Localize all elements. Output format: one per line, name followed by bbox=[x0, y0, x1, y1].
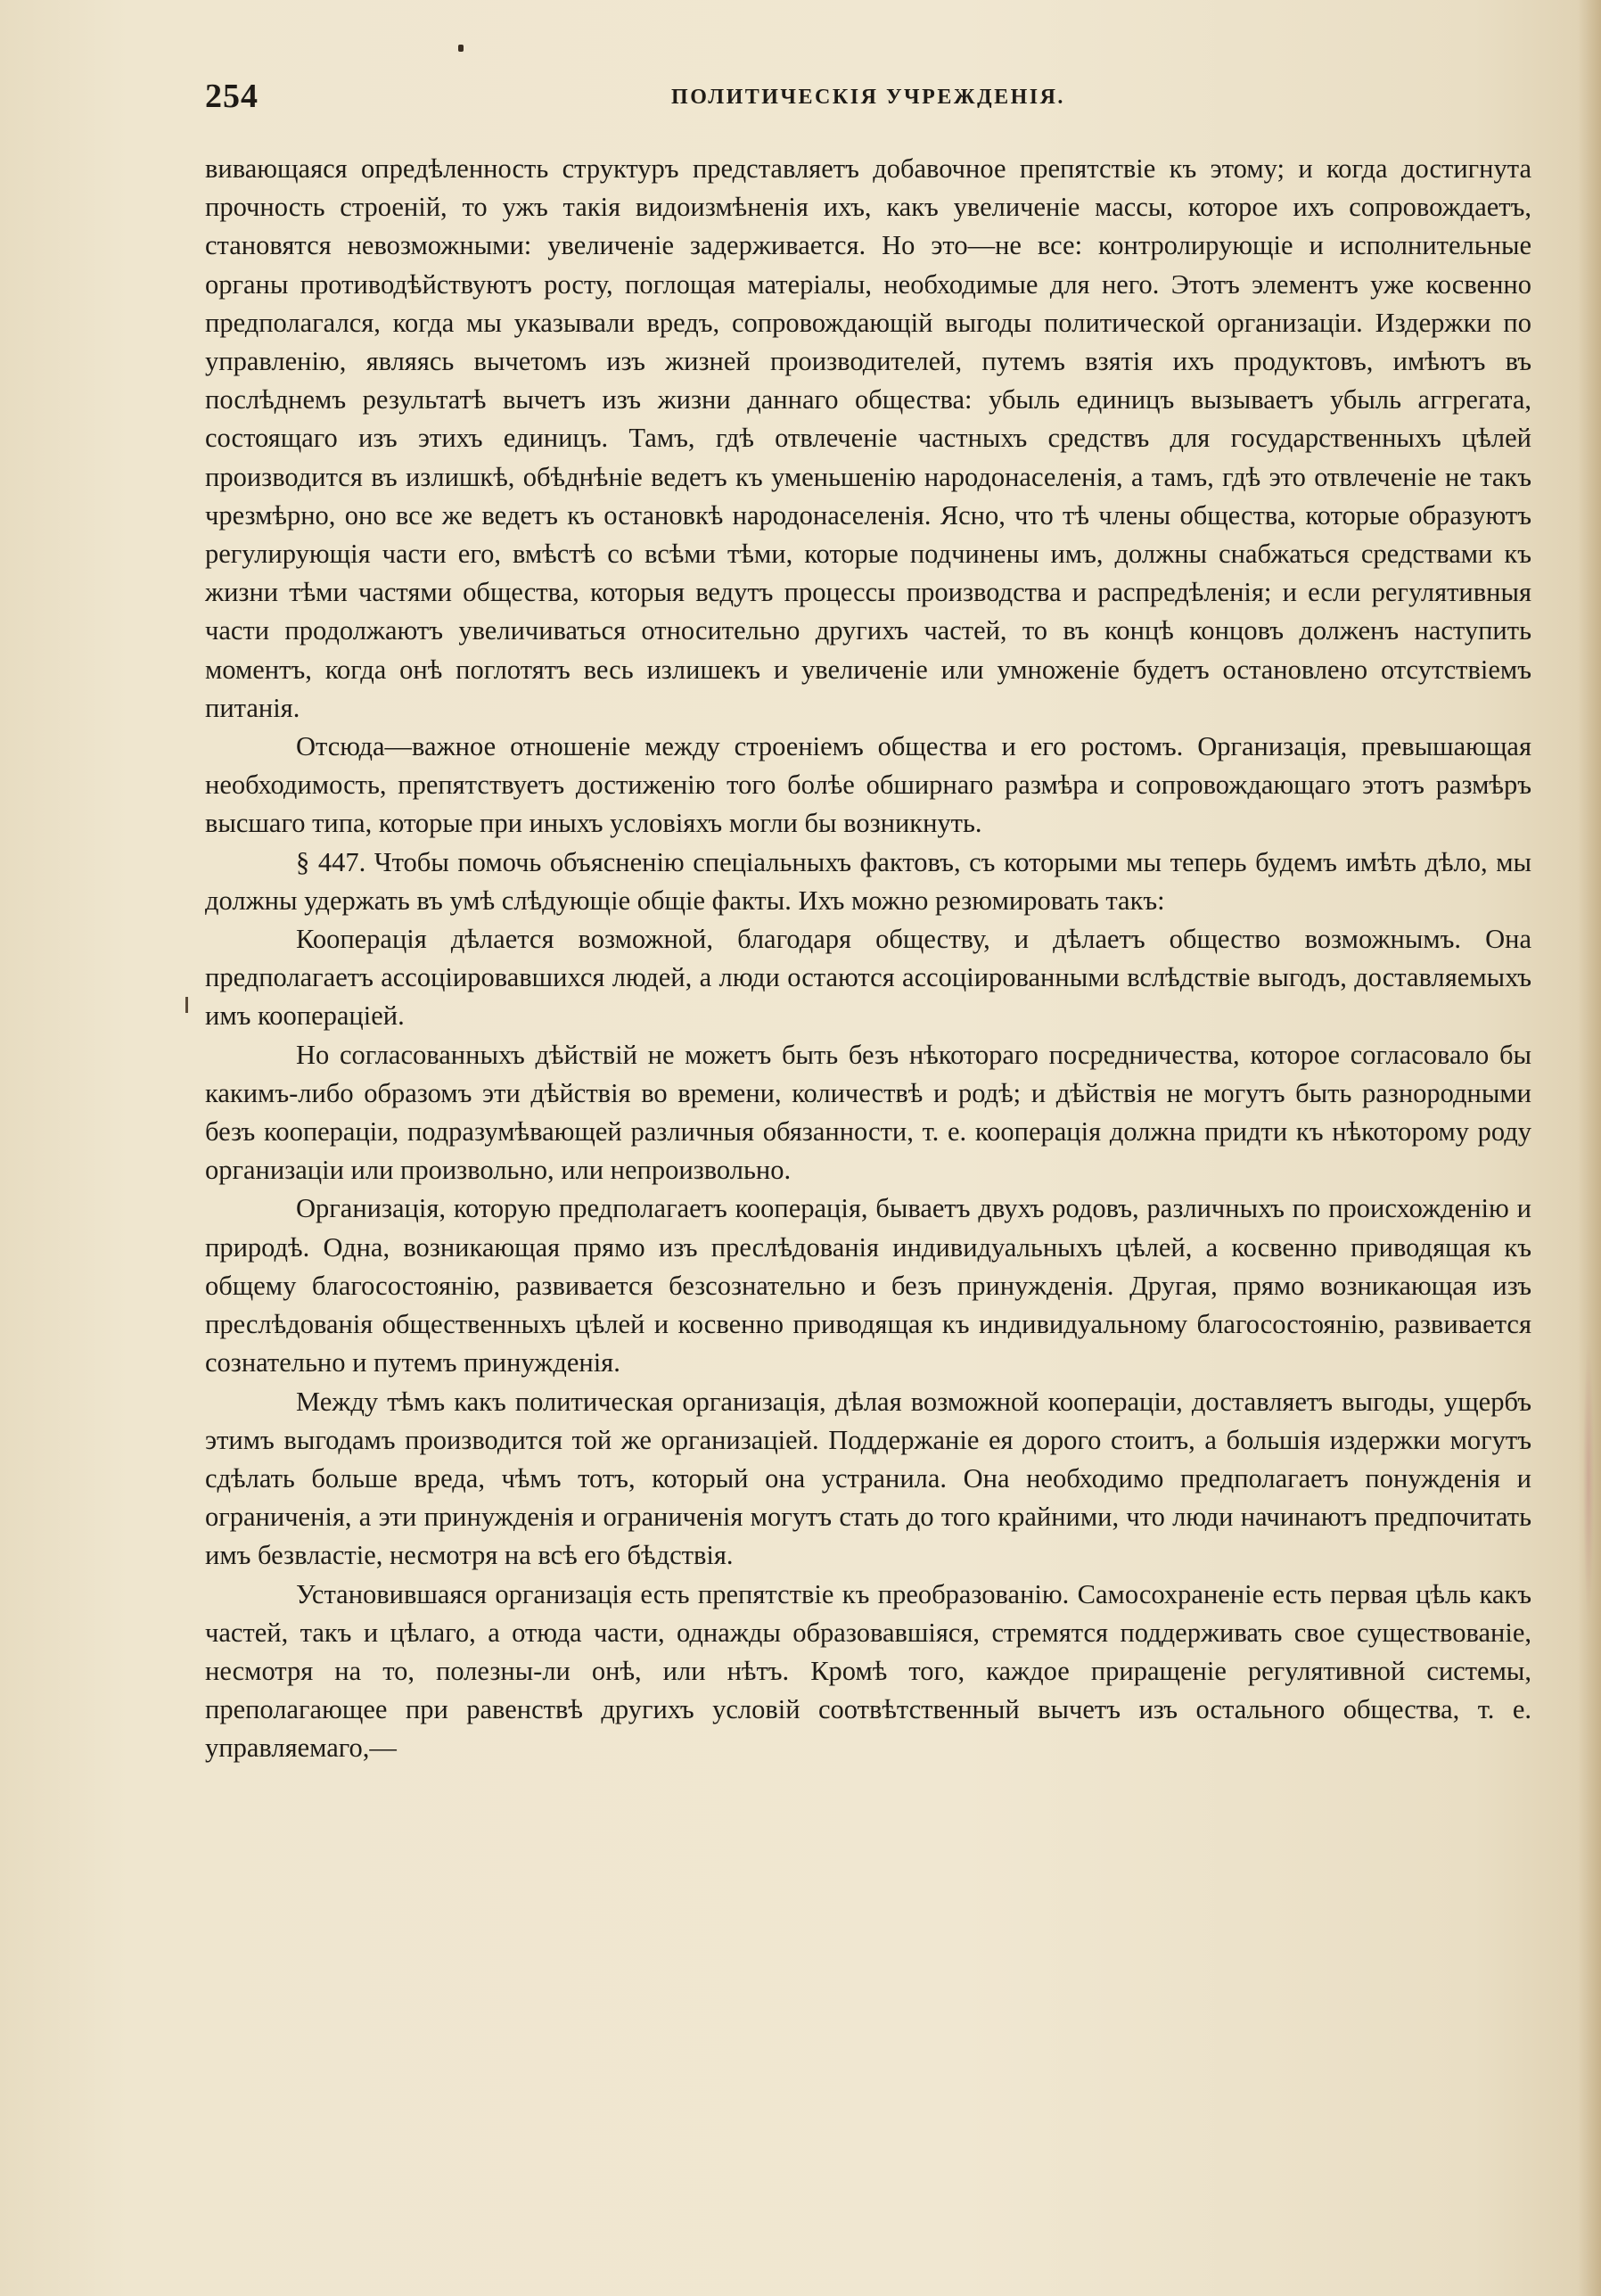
paragraph: Организація, которую предполагаетъ кооперація, бываетъ двухъ родовъ, различныхъ по происхожденію и природѣ. Одна, возникающая прямо изъ преслѣдованія индивидуальныхъ цѣлей, а косвенно приводящая къ общему благосостоянію, развивается безсознательно и безъ принужденія. Другая, прямо возникающая изъ преслѣдованія общественныхъ цѣлей и косвенно приводящая къ индивидуальному благосостоянію, развивается сознательно и путемъ принужденія. bbox=[205, 1193, 1531, 1378]
paragraph: § 447. Чтобы помочь объясненію спеціальныхъ фактовъ, съ которыми мы теперь будемъ имѣть дѣло, мы должны удержать въ умѣ слѣдующіе общіе факты. Ихъ можно резюмировать такъ: bbox=[205, 846, 1531, 916]
margin-mark bbox=[185, 997, 188, 1013]
paragraph: вивающаяся опредѣленность структуръ представляетъ добавочное препятствіе къ этому; и когда достигнута прочность строеній, то ужъ такія видоизмѣненія ихъ, какъ увеличеніе массы, которое ихъ сопровождаетъ, становятся невозможными: увеличеніе задерживается. Но это—не все: контролирующіе и исполнительные органы противодѣйствуютъ росту, поглощая матеріалы, необходимые для него. Этотъ элементъ уже косвенно предполагался, когда мы указывали вредъ, сопровождающій выгоды политической организаціи. Издержки по управленію, являясь вычетомъ изъ жизней производителей, путемъ взятія ихъ продуктовъ, имѣютъ въ послѣднемъ результатѣ вычетъ изъ жизни даннаго общества: убыль единицъ вызываетъ убыль аггрегата, состоящаго изъ этихъ единицъ. Тамъ, гдѣ отвлеченіе частныхъ средствъ для государственныхъ цѣлей производится въ излишкѣ, обѣднѣніе ведетъ къ уменьшенію народонаселенія, а тамъ, гдѣ это отвлеченіе не такъ чрезмѣрно, оно все же ведетъ къ остановкѣ народонаселенія. Ясно, что тѣ члены общества, которые образуютъ регулирующія части его, вмѣстѣ со всѣми тѣми, которые подчинены имъ, должны снабжаться средствами къ жизни тѣми частями общества, которыя ведутъ процессы производства и распредѣленія; и если регулятивныя части продолжаютъ увеличиваться относительно другихъ частей, то въ концѣ концовъ долженъ наступить моментъ, когда онѣ поглотятъ весь излишекъ и увеличеніе или умноженіе будетъ остановлено отсутствіемъ питанія. bbox=[205, 153, 1531, 723]
page-edge-shadow bbox=[1578, 0, 1601, 2296]
ink-speck bbox=[458, 45, 464, 52]
running-title: ПОЛИТИЧЕСКІЯ УЧРЕЖДЕНІЯ. bbox=[671, 86, 1065, 109]
paragraph: Установившаяся организація есть препятствіе къ преобразованію. Самосохраненіе есть первая цѣль какъ частей, такъ и цѣлаго, а отюда части, однажды образовавшіяся, стремятся поддерживать свое существованіе, несмотря на то, полезны-ли онѣ, или нѣтъ. Кромѣ того, каждое приращеніе регулятивной системы, преполагающее при равенствѣ другихъ условій соотвѣтственный вычетъ изъ остального общества, т. е. управляемаго,— bbox=[205, 1578, 1531, 1764]
body-text bbox=[205, 150, 1531, 1768]
paragraph: Отсюда—важное отношеніе между строеніемъ общества и его ростомъ. Организація, превышающая необходимость, препятствуетъ достиженію того болѣе обширнаго размѣра и сопровождающаго этотъ размѣръ высшаго типа, которые при иныхъ условіяхъ могли бы возникнуть. bbox=[205, 731, 1531, 839]
page-edge-stain bbox=[1583, 1337, 1594, 1623]
paragraph: Кооперація дѣлается возможной, благодаря обществу, и дѣлаетъ общество возможнымъ. Она предполагаетъ ассоціировавшихся людей, а люди остаются ассоціированными вслѣдствіе выгодъ, доставляемыхъ имъ коопераціей. bbox=[205, 924, 1531, 1032]
paragraph: Между тѣмъ какъ политическая организація, дѣлая возможной коопераціи, доставляетъ выгоды, ущербъ этимъ выгодамъ производится той же организаціей. Поддержаніе ея дорого стоитъ, а большія издержки могутъ сдѣлать больше вреда, чѣмъ тотъ, который она устранила. Она необходимо предполагаетъ понужденія и ограниченія, а эти принужденія и ограниченія могутъ стать до того крайними, что люди начинаютъ предпочитать имъ безвластіе, несмотря на всѣ его бѣдствія. bbox=[205, 1386, 1531, 1571]
page-number: 254 bbox=[205, 78, 259, 115]
page-header bbox=[205, 77, 1531, 121]
paragraph: Но согласованныхъ дѣйствій не можетъ быть безъ нѣкотораго посредничества, которое согласовало бы какимъ-либо образомъ эти дѣйствія во времени, количествѣ и родѣ; и дѣйствія не могутъ быть разнородными безъ коопераціи, подразумѣвающей различныя обязанности, т. е. кооперація должна придти къ нѣкоторому роду организаціи или произвольно, или непроизвольно. bbox=[205, 1039, 1531, 1186]
